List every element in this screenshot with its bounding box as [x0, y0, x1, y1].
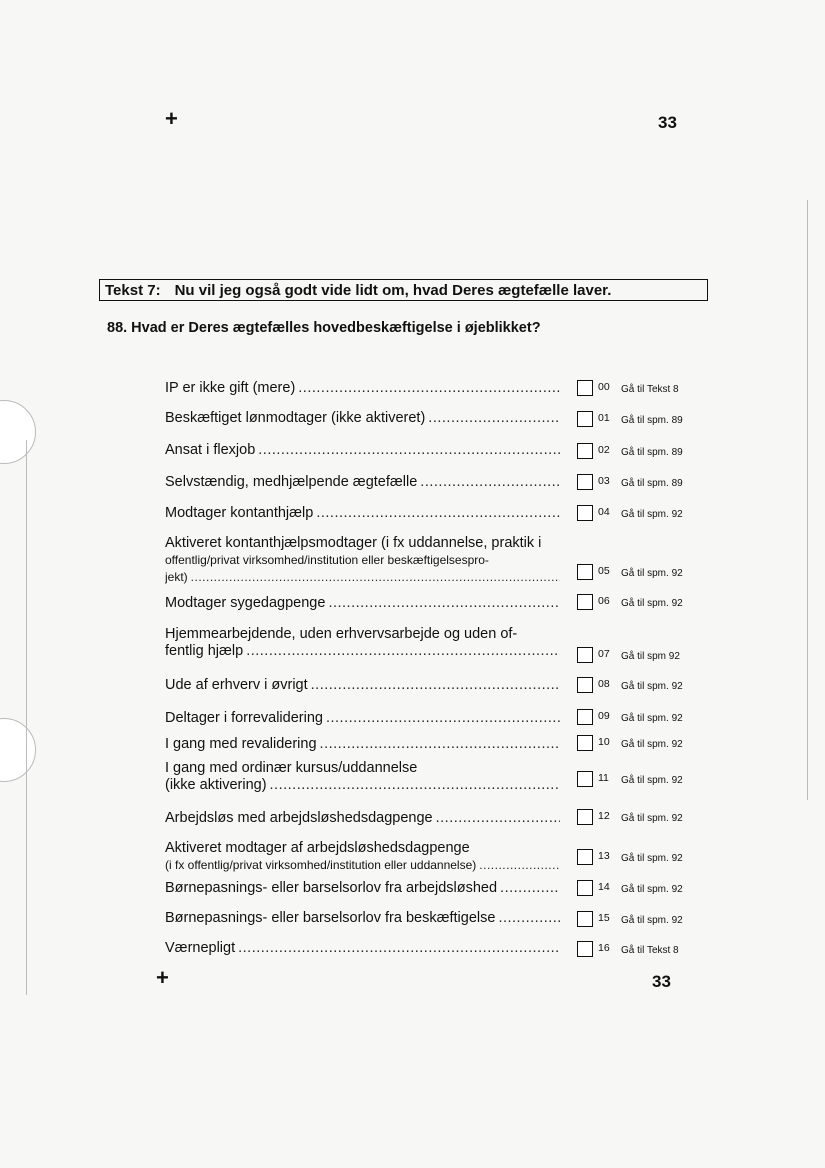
answer-code: 11: [598, 772, 609, 784]
option-label: [165, 880, 560, 897]
dot-leader: [246, 643, 560, 660]
skip-instruction: Gå til spm 92: [621, 651, 680, 662]
dot-leader: [420, 474, 560, 491]
answer-code: 00: [598, 381, 610, 393]
option-text: Værnepligt: [165, 940, 236, 956]
answer-code: 07: [598, 648, 610, 660]
option-text: I gang med ordinær kursus/uddannelse: [165, 760, 418, 776]
dot-leader: [191, 569, 560, 586]
dot-leader: [311, 677, 560, 694]
answer-code: 15: [598, 912, 610, 924]
option-text: Aktiveret modtager af arbejdsløshedsdagpenge: [165, 840, 470, 856]
skip-instruction: Gå til spm. 92: [621, 775, 683, 786]
option-label: [165, 710, 560, 727]
left-edge-line: [26, 440, 27, 995]
dot-leader: [436, 810, 560, 827]
option-label-line: [165, 910, 560, 927]
answer-checkbox[interactable]: [577, 380, 593, 396]
option-text: jekt): [165, 570, 188, 584]
answer-code: 04: [598, 506, 610, 518]
option-label: [165, 736, 560, 753]
skip-instruction: Gå til spm. 92: [621, 681, 683, 692]
skip-instruction: Gå til spm. 92: [621, 813, 683, 824]
dot-leader: [298, 380, 560, 397]
answer-checkbox[interactable]: [577, 809, 593, 825]
skip-instruction: Gå til Tekst 8: [621, 384, 679, 395]
answer-code: 13: [598, 850, 610, 862]
answer-code: 12: [598, 810, 610, 822]
option-label-line: [165, 736, 560, 753]
option-label-line: [165, 569, 560, 586]
option-label: [165, 474, 560, 491]
right-edge-line: [807, 200, 808, 800]
option-label-line: [165, 410, 560, 427]
option-label-line: [165, 880, 560, 897]
skip-instruction: Gå til spm. 92: [621, 713, 683, 724]
option-label: [165, 840, 560, 874]
skip-instruction: Gå til spm. 92: [621, 915, 683, 926]
skip-instruction: Gå til spm. 92: [621, 853, 683, 864]
answer-checkbox[interactable]: [577, 735, 593, 751]
answer-checkbox[interactable]: [577, 443, 593, 459]
option-label-line: [165, 595, 560, 612]
answer-checkbox[interactable]: [577, 941, 593, 957]
dot-leader: [498, 910, 560, 927]
top-page-number: 33: [658, 113, 677, 132]
option-text: (ikke aktivering): [165, 777, 267, 793]
answer-checkbox[interactable]: [577, 849, 593, 865]
skip-instruction: Gå til spm. 92: [621, 739, 683, 750]
option-label: [165, 505, 560, 522]
option-label-line: [165, 940, 560, 957]
answer-checkbox[interactable]: [577, 411, 593, 427]
dot-leader: [326, 710, 560, 727]
answer-code: 09: [598, 710, 610, 722]
answer-checkbox[interactable]: [577, 505, 593, 521]
section-banner: [99, 279, 708, 301]
answer-checkbox[interactable]: [577, 911, 593, 927]
banner-label: Tekst 7:: [105, 282, 161, 299]
option-label-line: [165, 474, 560, 491]
option-text: Selvstændig, medhjælpende ægtefælle: [165, 474, 418, 490]
option-label-line: [165, 760, 560, 777]
answer-code: 10: [598, 736, 610, 748]
option-label: [165, 626, 560, 660]
answer-code: 06: [598, 595, 610, 607]
option-label: [165, 380, 560, 397]
option-label: [165, 410, 560, 427]
answer-code: 02: [598, 444, 610, 456]
option-text: (i fx offentlig/privat virksomhed/institution eller uddannelse): [165, 858, 477, 872]
bottom-page-number: 33: [652, 972, 671, 991]
option-label-line: [165, 535, 560, 552]
option-text: Børnepasnings- eller barselsorlov fra beskæftigelse: [165, 910, 496, 926]
option-text: Ansat i flexjob: [165, 442, 256, 458]
option-label-line: [165, 857, 560, 874]
option-text: offentlig/privat virksomhed/institution eller beskæftigelsespro-: [165, 553, 489, 567]
option-text: Beskæftiget lønmodtager (ikke aktiveret): [165, 410, 426, 426]
option-label: [165, 442, 560, 459]
answer-code: 16: [598, 942, 610, 954]
answer-code: 08: [598, 678, 610, 690]
skip-instruction: Gå til spm. 89: [621, 447, 683, 458]
option-label-line: [165, 442, 560, 459]
skip-instruction: Gå til spm. 89: [621, 415, 683, 426]
option-text: Modtager kontanthjælp: [165, 505, 314, 521]
option-text: Ude af erhverv i øvrigt: [165, 677, 308, 693]
option-text: I gang med revalidering: [165, 736, 317, 752]
option-text: Deltager i forrevalidering: [165, 710, 323, 726]
answer-checkbox[interactable]: [577, 709, 593, 725]
top-crosshair-mark: +: [165, 106, 178, 131]
answer-code: 05: [598, 565, 610, 577]
option-text: Børnepasnings- eller barselsorlov fra arbejdsløshed: [165, 880, 498, 896]
dot-leader: [428, 410, 560, 427]
option-text: Hjemmearbejdende, uden erhvervsarbejde og uden of-: [165, 626, 518, 642]
answer-checkbox[interactable]: [577, 677, 593, 693]
skip-instruction: Gå til spm. 92: [621, 884, 683, 895]
dot-leader: [270, 777, 560, 794]
option-text: Modtager sygedagpenge: [165, 595, 326, 611]
option-label-line: [165, 552, 560, 569]
option-label: [165, 940, 560, 957]
answer-checkbox[interactable]: [577, 594, 593, 610]
answer-checkbox[interactable]: [577, 880, 593, 896]
option-text: fentlig hjælp: [165, 643, 244, 659]
option-label-line: [165, 710, 560, 727]
answer-code: 03: [598, 475, 610, 487]
option-label-line: [165, 380, 560, 397]
dot-leader: [479, 857, 560, 874]
option-text: IP er ikke gift (mere): [165, 380, 296, 396]
option-label: [165, 535, 560, 586]
option-label-line: [165, 810, 560, 827]
answer-checkbox[interactable]: [577, 474, 593, 490]
dot-leader: [320, 736, 560, 753]
answer-code: 01: [598, 412, 610, 424]
dot-leader: [500, 880, 560, 897]
answer-checkbox[interactable]: [577, 647, 593, 663]
option-label-line: [165, 505, 560, 522]
punch-hole-bottom: [0, 718, 36, 782]
skip-instruction: Gå til spm. 92: [621, 568, 683, 579]
option-label-line: [165, 677, 560, 694]
skip-instruction: Gå til spm. 89: [621, 478, 683, 489]
dot-leader: [238, 940, 560, 957]
banner-text: Nu vil jeg også godt vide lidt om, hvad Deres ægtefælle laver.: [174, 282, 612, 299]
option-label-line: [165, 840, 560, 857]
option-label: [165, 677, 560, 694]
option-label: [165, 760, 560, 794]
punch-hole-top: [0, 400, 36, 464]
option-text: Aktiveret kontanthjælpsmodtager (i fx uddannelse, praktik i: [165, 535, 542, 551]
answer-code: 14: [598, 881, 610, 893]
answer-checkbox[interactable]: [577, 564, 593, 580]
option-label-line: [165, 643, 560, 660]
option-label: [165, 910, 560, 927]
skip-instruction: Gå til Tekst 8: [621, 945, 679, 956]
skip-instruction: Gå til spm. 92: [621, 598, 683, 609]
skip-instruction: Gå til spm. 92: [621, 509, 683, 520]
dot-leader: [328, 595, 560, 612]
option-text: Arbejdsløs med arbejdsløshedsdagpenge: [165, 810, 433, 826]
dot-leader: [258, 442, 560, 459]
option-label-line: [165, 626, 560, 643]
option-label: [165, 810, 560, 827]
option-label-line: [165, 777, 560, 794]
answer-checkbox[interactable]: [577, 771, 593, 787]
option-label: [165, 595, 560, 612]
bottom-crosshair-mark: +: [156, 965, 169, 990]
dot-leader: [316, 505, 560, 522]
question-88: 88. Hvad er Deres ægtefælles hovedbeskæftigelse i øjeblikket?: [107, 320, 541, 336]
